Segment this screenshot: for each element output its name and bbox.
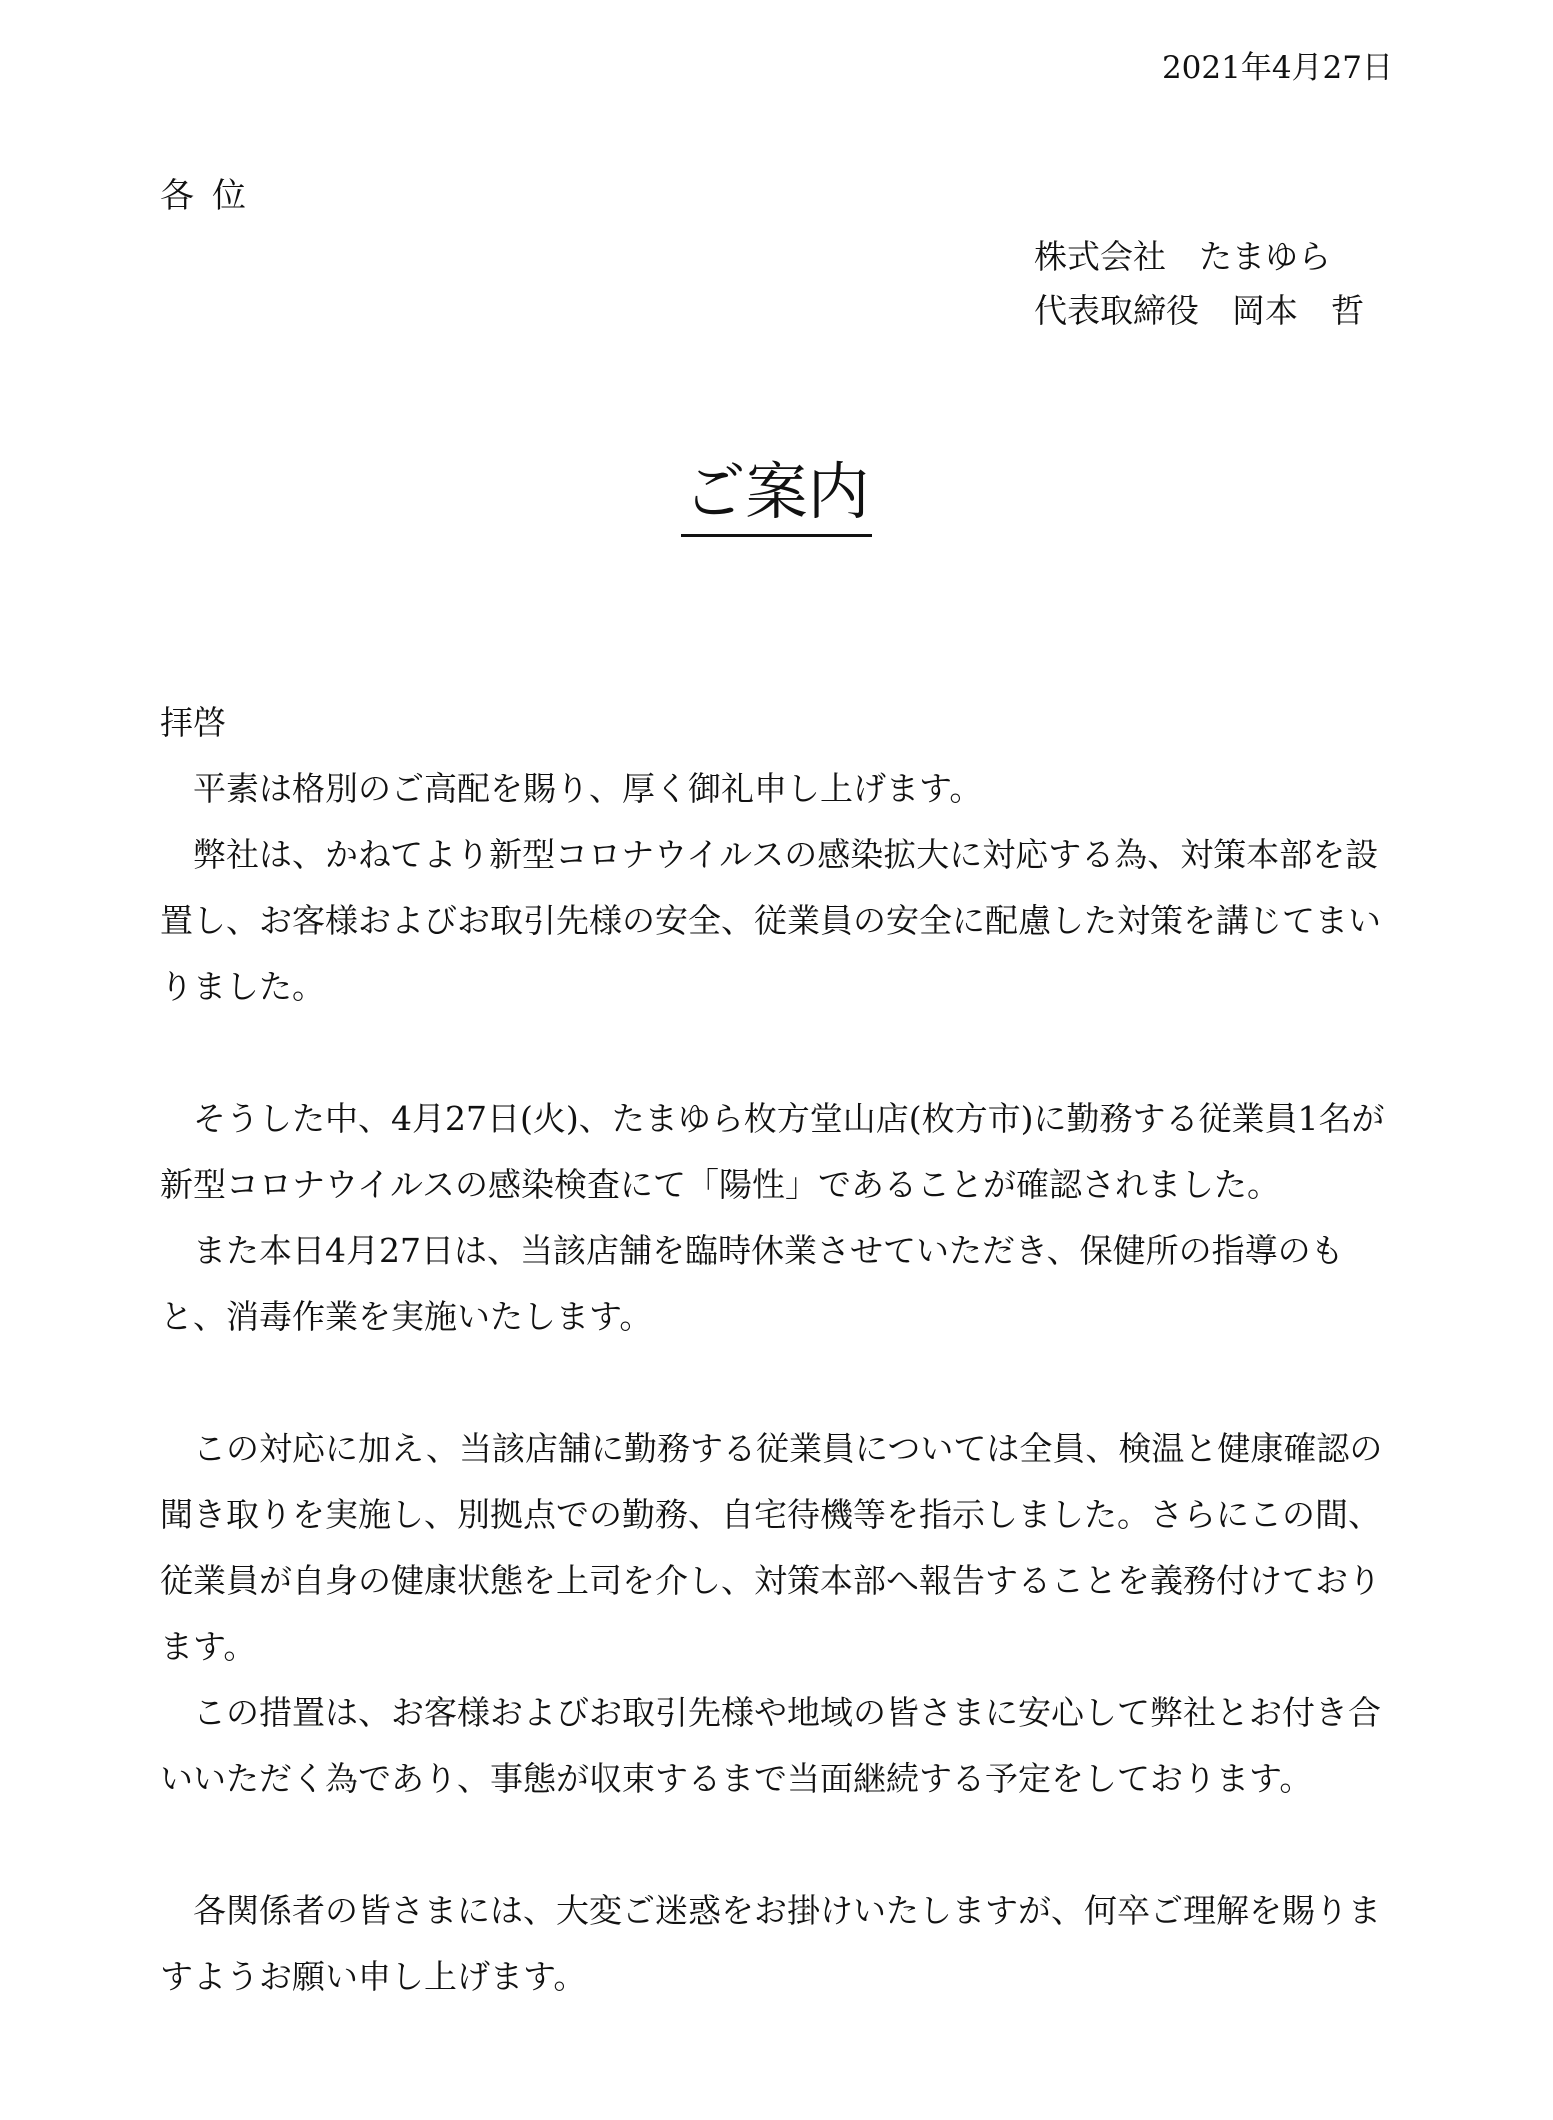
paragraph-continuation: この措置は、お客様およびお取引先様や地域の皆さまに安心して弊社とお付き合いいただく為であり、事態が収束するまで当面継続する予定をしております。 — [160, 1693, 1381, 1798]
paragraph-measures: 弊社は、かねてより新型コロナウイルスの感染拡大に対応する為、対策本部を設置し、お客様およびお取引先様の安全、従業員の安全に配慮した対策を講じてまいりました。 — [160, 835, 1381, 1006]
letter-body — [160, 690, 1400, 2010]
sender-block — [1034, 230, 1364, 338]
document-title-wrapper — [0, 452, 1553, 532]
paragraph-positive-case: そうした中、4月27日(火)、たまゆら枚方堂山店(枚方市)に勤務する従業員1名が新型コロナウイルスの感染検査にて「陽性」であることが確認されました。 — [160, 1099, 1385, 1204]
paragraph-apology: 各関係者の皆さまには、大変ご迷惑をお掛けいたしますが、何卒ご理解を賜りますようお願い申し上げます。 — [160, 1891, 1381, 1996]
recipient: 各位 — [160, 176, 264, 216]
paragraph-closure: また本日4月27日は、当該店舗を臨時休業させていただき、保健所の指導のもと、消毒作業を実施いたします。 — [160, 1231, 1344, 1336]
document-title: ご案内 — [681, 455, 871, 537]
paragraph-spacer — [160, 1350, 1400, 1416]
paragraph-spacer — [160, 1812, 1400, 1878]
document-date: 2021年4月27日 — [1161, 50, 1393, 86]
paragraph-greeting: 平素は格別のご高配を賜り、厚く御礼申し上げます。 — [160, 769, 983, 808]
paragraph-spacer — [160, 1020, 1400, 1086]
salutation: 拝啓 — [160, 703, 226, 742]
sender-company: 株式会社 たまゆら — [1034, 237, 1331, 276]
paragraph-employee-measures: この対応に加え、当該店舗に勤務する従業員については全員、検温と健康確認の聞き取りを実施し、別拠点での勤務、自宅待機等を指示しました。さらにこの間、従業員が自身の健康状態を上司を介し、対策本部へ報告することを義務付けております。 — [160, 1429, 1383, 1666]
sender-representative: 代表取締役 岡本 哲 — [1034, 291, 1364, 330]
